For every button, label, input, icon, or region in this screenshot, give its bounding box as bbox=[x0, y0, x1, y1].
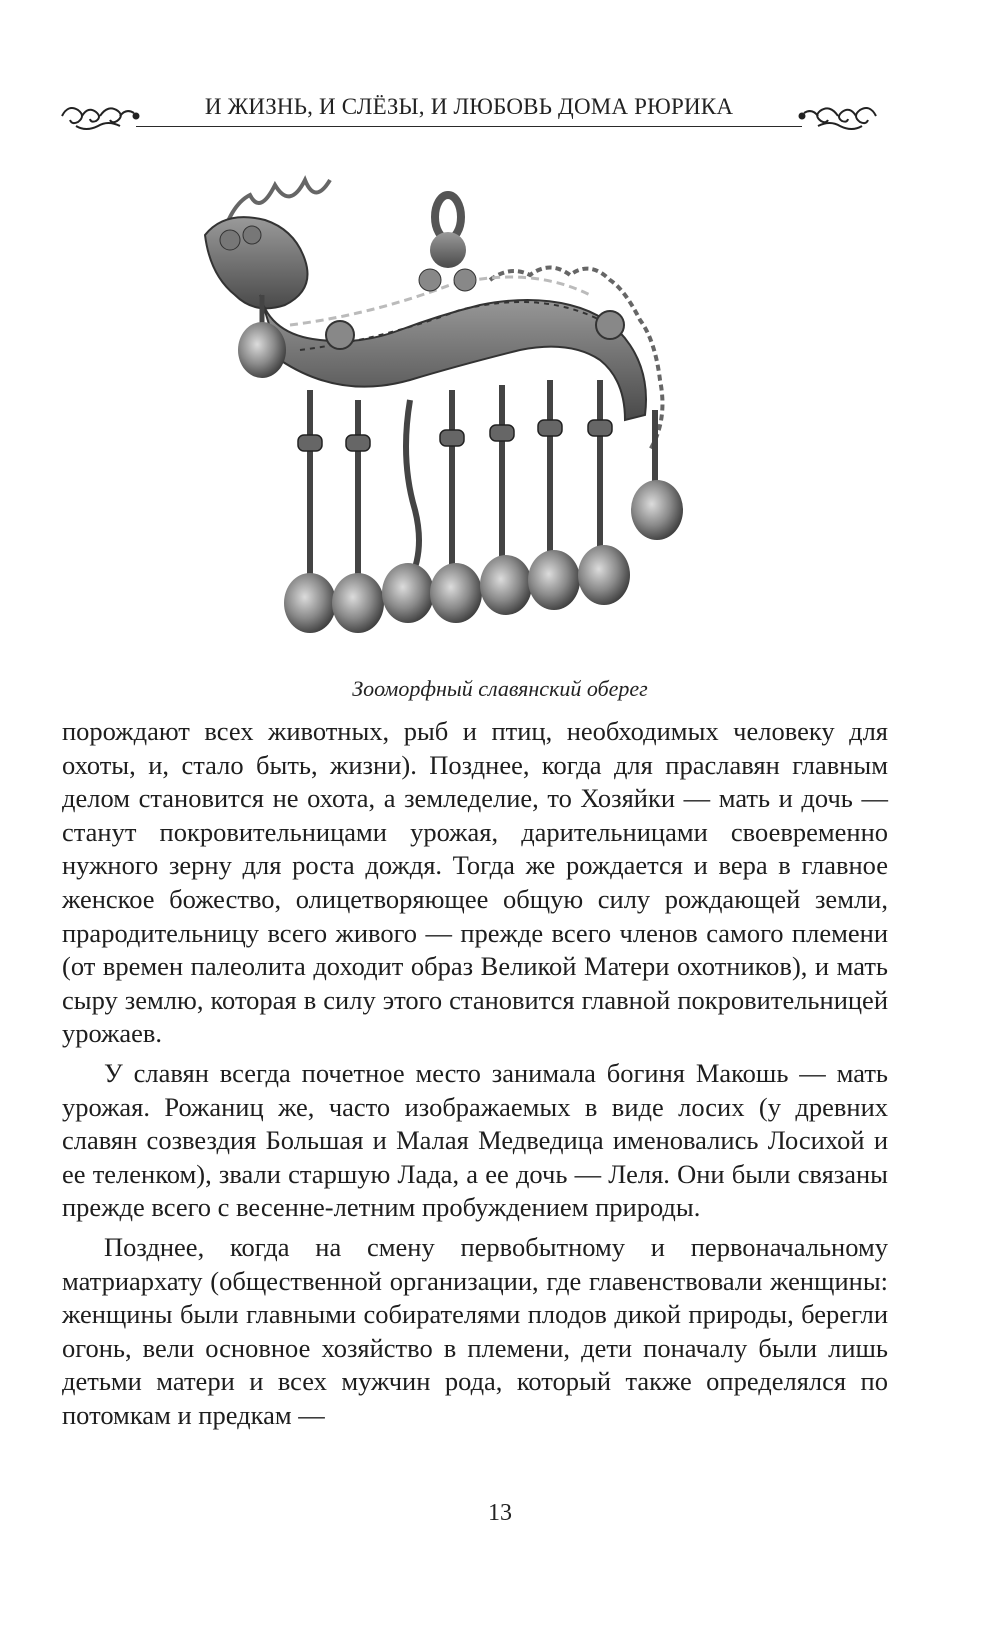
pendant-bell bbox=[528, 550, 580, 610]
pendant-bell bbox=[382, 563, 434, 623]
paragraph: Позднее, когда на смену первобытному и первоначальному матриархату (общественной организации, где главенствовали женщины: женщины были главными собирателями плодов дикой природы, берегли огонь, вели основное хозяйство в племени, дети поначалу были лишь детьми матери и всех мужчин рода, который также определялся по потомкам и предкам — bbox=[62, 1231, 888, 1430]
scroll-ornament-icon bbox=[798, 96, 880, 136]
pendant-bell bbox=[430, 563, 482, 623]
paragraph: У славян всегда почетное место занимала богиня Макошь — мать урожая. Рожаниц же, часто изображаемых в виде лосих (у древних славян созвездия Большая и Малая Медведица именовались Лосихой и ее теленком), звали старшую Лада, а ее дочь — Леля. Они были связаны прежде всего с весенне-летним пробуждением природы. bbox=[62, 1057, 888, 1223]
running-title: И ЖИЗНЬ, И СЛЁЗЫ, И ЛЮБОВЬ ДОМА РЮРИКА bbox=[197, 94, 741, 119]
page-number: 13 bbox=[488, 1500, 512, 1526]
pendant-bell bbox=[480, 555, 532, 615]
pendant-bell bbox=[332, 573, 384, 633]
paragraph: порождают всех животных, рыб и птиц, необходимых человеку для охоты, и, стало быть, жизни). Позднее, когда для праславян главным делом становится не охота, а земледелие, то Хозяйки — мать и дочь — станут покровительницами урожая, дарительницами своевременно нужного зерну для роста дождя. Тогда же рождается и вера в главное женское божество, олицетворяющее общую силу рождающей земли, прародительницу всего живого — прежде всего членов самого племени (от времен палеолита доходит образ Великой Матери охотников), и мать сыру землю, которая в силу этого становится главной покровительницей урожаев. bbox=[62, 716, 888, 1049]
body-text bbox=[62, 715, 888, 1432]
pendant-bell bbox=[284, 573, 336, 633]
figure-caption: Зооморфный славянский оберег bbox=[352, 676, 648, 701]
running-header bbox=[58, 90, 880, 140]
pendant-bell bbox=[578, 545, 630, 605]
header-rule bbox=[136, 126, 802, 127]
pendant-bell bbox=[631, 480, 683, 540]
pendant-bell bbox=[238, 322, 286, 378]
amulet-illustration bbox=[190, 175, 750, 670]
